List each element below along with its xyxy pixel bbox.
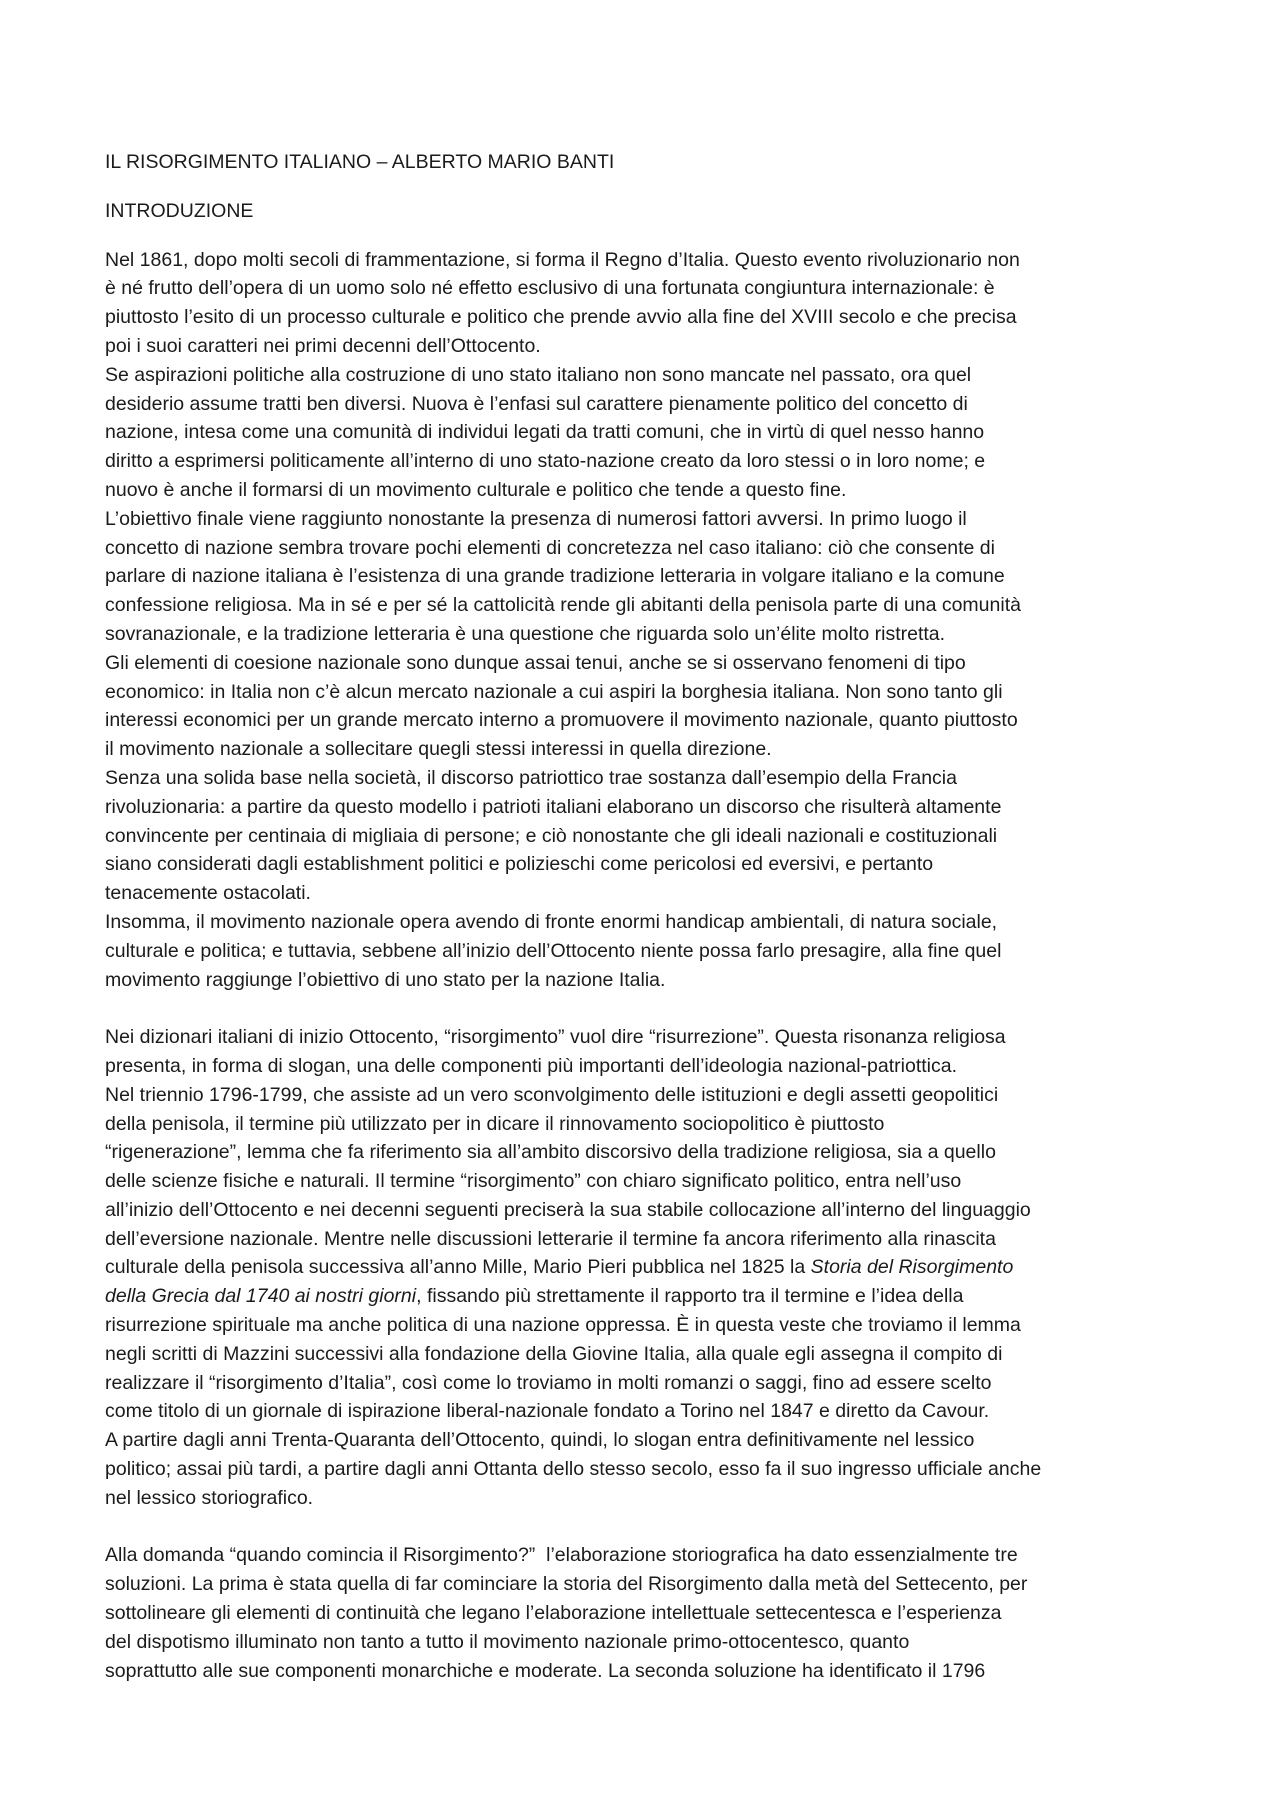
text-segment: confessione religiosa. Ma in sé e per sé la cattolicità rende gli abitanti della penisola parte di una comunità (105, 594, 1021, 617)
text-line (105, 937, 1215, 966)
text-line (105, 850, 1215, 879)
text-segment: desiderio assume tratti ben diversi. Nuova è l’enfasi sul carattere pienamente politico del concetto di (105, 392, 968, 415)
text-line (105, 534, 1215, 563)
text-segment: poi i suoi caratteri nei primi decenni dell’Ottocento. (105, 334, 541, 357)
text-line (105, 1225, 1215, 1254)
text-segment: nazione, intesa come una comunità di individui legati da tratti comuni, che in virtù di quel nesso hanno (105, 421, 985, 444)
text-segment: nuovo è anche il formarsi di un movimento culturale e politico che tende a questo fine. (105, 478, 847, 501)
text-segment: Se aspirazioni politiche alla costruzione di uno stato italiano non sono mancate nel passato, ora quel (105, 363, 972, 386)
blank-line (105, 177, 1215, 197)
document-content (105, 148, 1215, 1685)
text-segment: movimento raggiunge l’obiettivo di uno stato per la nazione Italia. (105, 968, 666, 991)
text-line (105, 418, 1215, 447)
text-line (105, 1599, 1215, 1628)
text-line (105, 649, 1215, 678)
text-line (105, 1426, 1215, 1455)
text-segment: A partire dagli anni Trenta-Quaranta dell’Ottocento, quindi, lo slogan entra definitivamente nel lessico (105, 1429, 975, 1452)
text-segment: Alla domanda “quando comincia il Risorgimento?” l’elaborazione storiografica ha dato essenzialmente tre (105, 1544, 1018, 1567)
text-segment: convincente per centinaia di migliaia di persone; e ciò nonostante che gli ideali nazionali e costituzionali (105, 824, 998, 847)
text-line (105, 447, 1215, 476)
blank-line (105, 994, 1215, 1023)
text-line (105, 706, 1215, 735)
text-line (105, 591, 1215, 620)
text-segment: Nel triennio 1796-1799, che assiste ad un vero sconvolgimento delle istituzioni e degli assetti geopolitici (105, 1083, 999, 1106)
text-line (105, 1052, 1215, 1081)
text-line (105, 332, 1215, 361)
text-segment: sottolineare gli elementi di continuità che legano l’elaborazione intellettuale settecentesca e l’esperienza (105, 1602, 1002, 1625)
text-line (105, 764, 1215, 793)
text-line (105, 735, 1215, 764)
text-line (105, 1541, 1215, 1570)
text-segment: presenta, in forma di slogan, una delle componenti più importanti dell’ideologia nazional-patriottica. (105, 1054, 958, 1077)
text-line (105, 879, 1215, 908)
text-segment: culturale e politica; e tuttavia, sebbene all’inizio dell’Ottocento niente possa farlo presagire, alla fine quel (105, 939, 1002, 962)
text-segment: il movimento nazionale a sollecitare quegli stessi interessi in quella direzione. (105, 738, 772, 761)
text-line (105, 562, 1215, 591)
text-line (105, 1311, 1215, 1340)
text-line (105, 1340, 1215, 1369)
text-segment: all’inizio dell’Ottocento e nei decenni seguenti preciserà la sua stabile collocazione all’interno del linguaggio (105, 1198, 1031, 1221)
text-segment: , fissando più strettamente il rapporto tra il termine e l’idea della (416, 1285, 964, 1308)
book-title-italic: della Grecia dal 1740 ai nostri giorni (105, 1285, 417, 1308)
text-line (105, 908, 1215, 937)
text-line (105, 1484, 1215, 1513)
text-segment: Insomma, il movimento nazionale opera avendo di fronte enormi handicap ambientali, di natura sociale, (105, 910, 998, 933)
text-segment: Gli elementi di coesione nazionale sono dunque assai tenui, anche se si osservano fenomeni di tipo (105, 651, 966, 674)
text-segment: come titolo di un giornale di ispirazione liberal-nazionale fondato a Torino nel 1847 e diretto da Cavour. (105, 1400, 990, 1423)
text-segment: delle scienze fisiche e naturali. Il termine “risorgimento” con chiaro significato politico, entra nell’uso (105, 1170, 962, 1193)
text-line (105, 1657, 1215, 1686)
text-line (105, 1196, 1215, 1225)
text-line (105, 505, 1215, 534)
text-segment: culturale della penisola successiva all’anno Mille, Mario Pieri pubblica nel 1825 la (105, 1256, 811, 1279)
text-line (105, 1081, 1215, 1110)
text-line (105, 303, 1215, 332)
text-segment: “rigenerazione”, lemma che fa riferimento sia all’ambito discorsivo della tradizione religiosa, sia a quello (105, 1141, 996, 1164)
text-line (105, 966, 1215, 995)
text-line (105, 390, 1215, 419)
text-segment: siano considerati dagli establishment politici e polizieschi come pericolosi ed eversivi, e pertanto (105, 853, 934, 876)
text-line (105, 274, 1215, 303)
book-title-italic: Storia del Risorgimento (810, 1256, 1014, 1279)
text-segment: del dispotismo illuminato non tanto a tutto il movimento nazionale primo-ottocentesco, quanto (105, 1630, 910, 1653)
text-line (105, 678, 1215, 707)
text-segment: negli scritti di Mazzini successivi alla fondazione della Giovine Italia, alla quale egli assegna il compito di (105, 1342, 1003, 1365)
text-segment: parlare di nazione italiana è l’esistenza di una grande tradizione letteraria in volgare italiano e la comune (105, 565, 1005, 588)
text-segment: economico: in Italia non c’è alcun mercato nazionale a cui aspiri la borghesia italiana. Non sono tanto gli (105, 680, 1003, 703)
text-segment: interessi economici per un grande mercato interno a promuovere il movimento nazionale, quanto piuttosto (105, 709, 1018, 732)
text-segment: realizzare il “risorgimento d’Italia”, così come lo troviamo in molti romanzi o saggi, fino ad essere scelto (105, 1371, 992, 1394)
text-line (105, 1023, 1215, 1052)
text-line (105, 1628, 1215, 1657)
text-segment: dell’eversione nazionale. Mentre nelle discussioni letterarie il termine fa ancora riferimento alla rinascita (105, 1227, 996, 1250)
text-line (105, 1110, 1215, 1139)
text-line (105, 793, 1215, 822)
text-segment: INTRODUZIONE (105, 199, 254, 222)
text-line (105, 361, 1215, 390)
text-line (105, 1253, 1215, 1282)
text-segment: della penisola, il termine più utilizzato per in dicare il rinnovamento sociopolitico è piuttosto (105, 1112, 885, 1135)
text-segment: soprattutto alle sue componenti monarchiche e moderate. La seconda soluzione ha identificato il 1796 (105, 1659, 986, 1682)
text-segment: nel lessico storiografico. (105, 1486, 314, 1509)
section-heading (105, 197, 1215, 226)
text-segment: soluzioni. La prima è stata quella di far cominciare la storia del Risorgimento dalla metà del Settecento, per (105, 1573, 1028, 1596)
text-line (105, 1282, 1215, 1311)
text-segment: tenacemente ostacolati. (105, 882, 311, 905)
blank-line (105, 226, 1215, 246)
text-segment: IL RISORGIMENTO ITALIANO – ALBERTO MARIO BANTI (105, 151, 615, 173)
text-line (105, 822, 1215, 851)
text-segment: Nel 1861, dopo molti secoli di frammentazione, si forma il Regno d’Italia. Questo evento rivoluzionario non (105, 248, 1020, 271)
text-segment: Senza una solida base nella società, il discorso patriottico trae sostanza dall’esempio della Francia (105, 766, 957, 789)
document-title (105, 148, 1215, 177)
text-line (105, 476, 1215, 505)
text-line (105, 1397, 1215, 1426)
text-line (105, 1369, 1215, 1398)
text-segment: diritto a esprimersi politicamente all’interno di uno stato-nazione creato da loro stessi o in loro nome; e (105, 450, 986, 473)
text-line (105, 1570, 1215, 1599)
text-segment: rivoluzionaria: a partire da questo modello i patrioti italiani elaborano un discorso che risulterà altamente (105, 795, 1002, 818)
text-line (105, 1138, 1215, 1167)
blank-line (105, 1513, 1215, 1542)
text-segment: politico; assai più tardi, a partire dagli anni Ottanta dello stesso secolo, esso fa il suo ingresso ufficiale anche (105, 1458, 1042, 1481)
text-line (105, 246, 1215, 275)
text-segment: Nei dizionari italiani di inizio Ottocento, “risorgimento” vuol dire “risurrezione”. Questa risonanza religiosa (105, 1026, 1006, 1049)
text-segment: piuttosto l’esito di un processo culturale e politico che prende avvio alla fine del XVIII secolo e che precisa (105, 306, 1017, 329)
text-segment: sovranazionale, e la tradizione letteraria è una questione che riguarda solo un’élite molto ristretta. (105, 622, 946, 645)
text-line (105, 1167, 1215, 1196)
text-line (105, 620, 1215, 649)
text-segment: è né frutto dell’opera di un uomo solo né effetto esclusivo di una fortunata congiuntura internazionale: è (105, 277, 995, 300)
text-segment: concetto di nazione sembra trovare pochi elementi di concretezza nel caso italiano: ciò che consente di (105, 536, 995, 559)
text-line (105, 1455, 1215, 1484)
text-segment: risurrezione spirituale ma anche politica di una nazione oppressa. È in questa veste che troviamo il lemma (105, 1314, 1021, 1337)
text-segment: L’obiettivo finale viene raggiunto nonostante la presenza di numerosi fattori avversi. In primo luogo il (105, 507, 967, 530)
